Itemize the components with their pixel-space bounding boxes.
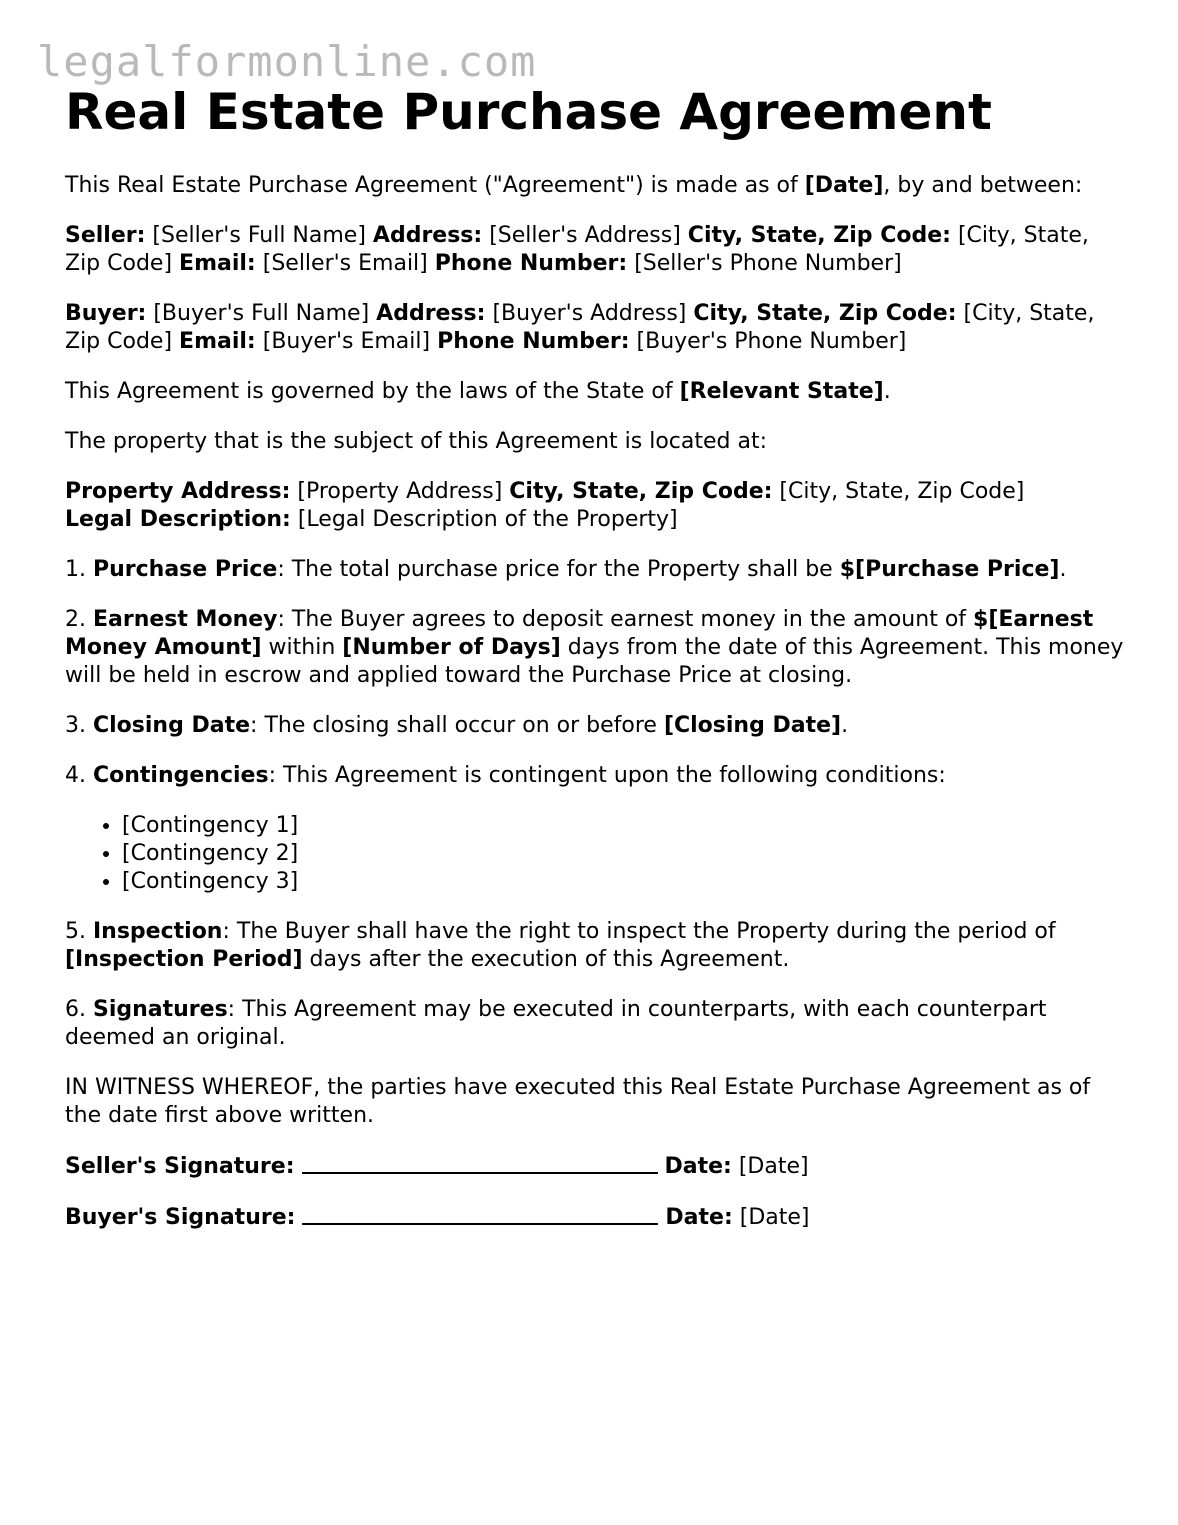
watermark: legalformonline.com	[37, 37, 537, 86]
governing-law: This Agreement is governed by the laws of the State of [Relevant State].	[65, 379, 891, 404]
witness-clause: IN WITNESS WHEREOF, the parties have executed this Real Estate Purchase Agreement as of the date first above written.	[65, 1075, 1091, 1128]
list-item: • [Contingency 2]	[122, 840, 1125, 868]
property-info: Property Address: [Property Address] City, State, Zip Code: [City, State, Zip Code] Legal Description: [Legal Description of the Property]	[65, 479, 1025, 532]
seller-signature-field[interactable]	[302, 1152, 658, 1174]
document-title: Real Estate Purchase Agreement	[65, 83, 992, 141]
buyer-signature-line: Buyer's Signature: Date: [Date]	[65, 1205, 810, 1230]
list-item: • [Contingency 3]	[122, 868, 1125, 896]
seller-signature-line: Seller's Signature: Date: [Date]	[65, 1154, 809, 1179]
section-signatures: 6. Signatures: This Agreement may be executed in counterparts, with each counterpart deemed an original.	[65, 997, 1047, 1050]
section-inspection: 5. Inspection: The Buyer shall have the right to inspect the Property during the period of [Inspection Period] days after the execution of this Agreement.	[65, 919, 1056, 972]
section-earnest-money: 2. Earnest Money: The Buyer agrees to deposit earnest money in the amount of $[Earnest Money Amount] within [Number of Days] days from the date of this Agreement. This money will be held in escrow and applied toward the Purchase Price at closing.	[65, 607, 1124, 688]
section-contingencies: 4. Contingencies: This Agreement is contingent upon the following conditions:	[65, 763, 946, 788]
buyer-signature-field[interactable]	[302, 1203, 658, 1225]
section-closing-date: 3. Closing Date: The closing shall occur on or before [Closing Date].	[65, 713, 849, 738]
buyer-info: Buyer: [Buyer's Full Name] Address: [Buyer's Address] City, State, Zip Code: [City, State, Zip Code] Email: [Buyer's Email] Phone Number: [Buyer's Phone Number]	[65, 301, 1095, 354]
seller-date-value: [Date]	[738, 1154, 809, 1179]
contingency-list	[65, 812, 1125, 896]
buyer-date-value: [Date]	[739, 1205, 810, 1230]
intro-paragraph: This Real Estate Purchase Agreement ("Agreement") is made as of [Date], by and between:	[65, 173, 1083, 198]
document-body	[65, 84, 1125, 1232]
seller-info: Seller: [Seller's Full Name] Address: [Seller's Address] City, State, Zip Code: [City, State, Zip Code] Email: [Seller's Email] Phone Number: [Seller's Phone Number]	[65, 223, 1089, 276]
section-purchase-price: 1. Purchase Price: The total purchase price for the Property shall be $[Purchase Price].	[65, 557, 1067, 582]
list-item: • [Contingency 1]	[122, 812, 1125, 840]
property-intro: The property that is the subject of this Agreement is located at:	[65, 429, 768, 454]
